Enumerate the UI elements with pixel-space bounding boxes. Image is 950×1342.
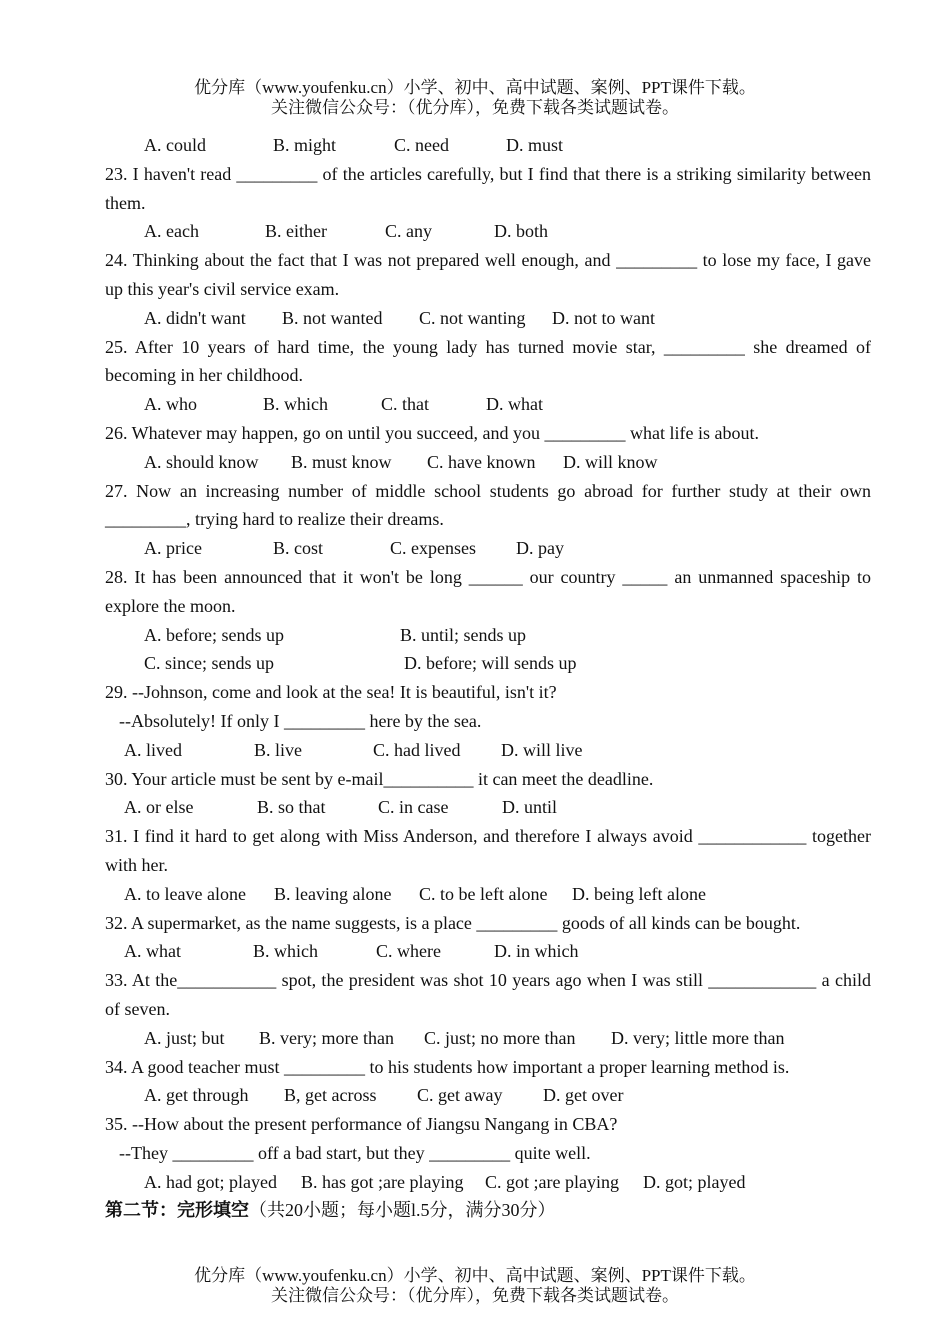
section-2-title: 第二节：完形填空 [105,1200,249,1221]
q22-option-d: D. must [506,135,564,155]
q24-option-d: D. not to want [552,307,655,328]
q34-text: 34. A good teacher must _________ to his students how important a proper learning method is. [105,1056,790,1077]
footer-line-1: 优分库（www.youfenku.cn）小学、初中、高中试题、案例、PPT课件下载。 [194,1266,756,1285]
page-header [0,78,950,118]
q35-option-b: B. has got ;are playing [301,1171,464,1192]
q26-option-c: C. have known [427,451,536,472]
q25-option-b: B. which [263,394,328,415]
q32-option-a: A. what [124,941,181,962]
q33-options [105,1024,871,1053]
q31-option-b: B. leaving alone [274,883,392,904]
footer-line-2: 关注微信公众号：（优分库），免费下载各类试题试卷。 [271,1286,679,1305]
q35-line-1: 35. --How about the present performance of Jiangsu Nangang in CBA? [105,1114,618,1135]
q25-option-d: D. what [486,394,543,415]
q31-option-d: D. being left alone [572,883,706,904]
q22-option-c: C. need [394,135,449,155]
q30-option-a: A. or else [124,797,194,818]
q35-option-c: C. got ;are playing [485,1171,619,1192]
q33-option-d: D. very; little more than [611,1027,785,1048]
q23-option-c: C. any [385,221,432,242]
q33-option-c: C. just; no more than [424,1027,576,1048]
q34-option-d: D. get over [543,1085,624,1106]
q33-text: 33. At the___________ spot, the president was shot 10 years ago when I was still ____________ a child of seven. [105,970,871,1019]
q34-option-c: C. get away [417,1085,503,1106]
q29-option-b: B. live [254,739,302,760]
q23-text: 23. I haven't read _________ of the articles carefully, but I find that there is a striking similarity between them. [105,163,871,213]
q25-options [105,390,871,419]
q27-option-d: D. pay [516,538,564,559]
q34-options [105,1081,871,1110]
q26-option-b: B. must know [291,451,392,472]
header-line-2: 关注微信公众号：（优分库），免费下载各类试题试卷。 [271,98,679,117]
q26-text: 26. Whatever may happen, go on until you succeed, and you _________ what life is about. [105,422,760,443]
q23-options [105,217,871,246]
q24-option-c: C. not wanting [419,307,526,328]
q28-text: 28. It has been announced that it won't be long ______ our country _____ an unmanned spaceship to explore the moon. [105,566,871,616]
q31-option-a: A. to leave alone [124,883,246,904]
q29-line-2: --Absolutely! If only I _________ here by the sea. [119,710,482,731]
q27-text: 27. Now an increasing number of middle school students go abroad for further study at their own _________, trying hard to realize their dreams. [105,480,871,530]
q35-line-2: --They _________ off a bad start, but they _________ quite well. [119,1142,591,1163]
q30-text: 30. Your article must be sent by e-mail__________ it can meet the deadline. [105,768,654,789]
q31-text: 31. I find it hard to get along with Miss Anderson, and therefore I always avoid ____________ together with her. [105,826,871,875]
q32-options [105,937,871,966]
q26-options [105,448,871,477]
q32-text: 32. A supermarket, as the name suggests, is a place _________ goods of all kinds can be bought. [105,912,801,933]
q27-options [105,534,871,563]
q24-option-b: B. not wanted [282,307,383,328]
q28-options-row-1 [105,621,871,650]
q32-option-c: C. where [376,941,441,962]
q28-option-c: C. since; sends up [144,653,274,674]
q30-options [105,793,871,822]
q29-option-d: D. will live [501,739,583,760]
q24-options [105,304,871,333]
page-footer [0,1266,950,1306]
q25-text: 25. After 10 years of hard time, the young lady has turned movie star, _________ she dreamed of becoming in her childhood. [105,336,871,386]
exam-content [105,131,871,1225]
q30-option-d: D. until [502,797,558,818]
q33-option-a: A. just; but [144,1027,225,1048]
q23-option-b: B. either [265,221,327,242]
q23-option-d: D. both [494,221,548,242]
q29-options [105,736,871,765]
q35-option-d: D. got; played [643,1171,746,1192]
q28-option-a: A. before; sends up [144,624,284,645]
q27-option-c: C. expenses [390,538,476,559]
q35-options [105,1168,871,1197]
q30-option-b: B. so that [257,797,326,818]
q22-option-a: A. could [144,135,206,155]
q22-option-b: B. might [273,135,337,155]
q24-text: 24. Thinking about the fact that I was not prepared well enough, and _________ to lose my face, I gave up this year's civil service exam. [105,250,871,299]
q31-option-c: C. to be left alone [419,883,548,904]
q27-option-a: A. price [144,538,202,559]
q33-option-b: B. very; more than [259,1027,394,1048]
header-line-1: 优分库（www.youfenku.cn）小学、初中、高中试题、案例、PPT课件下载。 [194,78,756,97]
q32-option-d: D. in which [494,941,579,962]
q29-option-c: C. had lived [373,739,461,760]
q32-option-b: B. which [253,941,318,962]
q28-option-b: B. until; sends up [400,624,527,645]
q30-option-c: C. in case [378,797,449,818]
section-2-note: （共20小题；每小题l.5分，满分30分） [249,1200,556,1221]
q25-option-a: A. who [144,394,197,415]
q26-option-d: D. will know [563,451,658,472]
q27-option-b: B. cost [273,538,324,559]
q34-option-b: B, get across [284,1085,377,1106]
q28-options-row-2 [105,649,871,678]
q28-option-d: D. before; will sends up [404,653,577,674]
q26-option-a: A. should know [144,451,259,472]
q23-option-a: A. each [144,221,199,242]
q22-options [105,131,871,160]
q34-option-a: A. get through [144,1085,249,1106]
q29-option-a: A. lived [124,739,182,760]
q25-option-c: C. that [381,394,429,415]
section-2-heading [105,1196,871,1225]
q24-option-a: A. didn't want [144,307,246,328]
q29-line-1: 29. --Johnson, come and look at the sea! It is beautiful, isn't it? [105,682,557,703]
q31-options [105,880,871,909]
q35-option-a: A. had got; played [144,1171,277,1192]
